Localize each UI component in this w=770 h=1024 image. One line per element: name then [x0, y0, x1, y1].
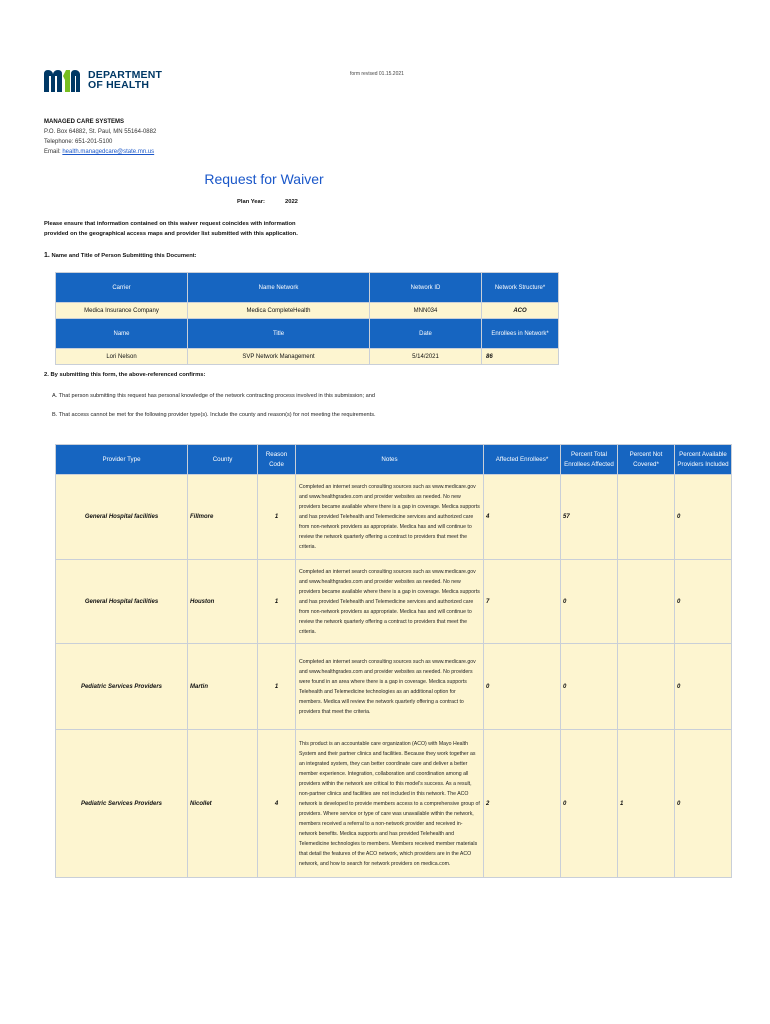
submitter-table [55, 272, 559, 365]
reason-code-cell[interactable]: 1 [258, 475, 296, 560]
county-cell[interactable]: Nicollet [188, 730, 258, 878]
percent-total-cell[interactable]: 0 [561, 730, 618, 878]
page-title: Request for Waiver [204, 171, 324, 187]
reason-code-header: Reason Code [258, 445, 296, 475]
logo-line2: OF HEALTH [88, 79, 150, 91]
enrollees-cell[interactable]: 86 [482, 349, 559, 365]
date-header: Date [370, 319, 482, 349]
mailing-address: P.O. Box 64882, St. Paul, MN 55164-0882 [44, 129, 157, 135]
carrier-header: Carrier [56, 273, 188, 303]
reason-code-cell[interactable]: 1 [258, 560, 296, 644]
email-link[interactable]: health.managedcare@state.mn.us [62, 149, 155, 155]
org-name: MANAGED CARE SYSTEMS [44, 119, 125, 125]
person-row [56, 349, 559, 365]
confirmation-b: B. That access cannot be met for the following provider type(s). Include the county and reason(s) for not meeting the requirements. [52, 412, 376, 418]
notes-cell[interactable]: Completed an internet search consulting sources such as www.medicare.gov and www.healthgrades.com and provider websites as needed. No new providers became available where there is a gap in coverage. Medica supports and has provided Telehealth and Telemedicine services and authorized care from non-network providers as appropriate. Medica has and will continue to review the network quarterly offering a contract to providers that meet the criteria. [296, 475, 484, 560]
percent-not-covered-cell[interactable]: 1 [618, 730, 675, 878]
affected-enrollees-cell[interactable]: 4 [484, 475, 561, 560]
section-1-text: Name and Title of Person Submitting this Document: [51, 253, 197, 259]
provider-type-cell[interactable]: Pediatric Services Providers [56, 644, 188, 730]
plan-year-value: 2022 [285, 199, 298, 205]
provider-type-cell[interactable]: General Hospital facilities [56, 475, 188, 560]
date-cell[interactable]: 5/14/2021 [370, 349, 482, 365]
network-name-cell[interactable]: Medica CompleteHealth [188, 303, 370, 319]
affected-enrollees-cell[interactable]: 2 [484, 730, 561, 878]
county-cell[interactable]: Houston [188, 560, 258, 644]
affected-enrollees-cell[interactable]: 7 [484, 560, 561, 644]
carrier-cell[interactable]: Medica Insurance Company [56, 303, 188, 319]
telephone: Telephone: 651-201-5100 [44, 139, 113, 145]
percent-available-cell[interactable]: 0 [675, 730, 732, 878]
waiver-table [55, 444, 732, 878]
percent-not-covered-header: Percent Not Covered* [618, 445, 675, 475]
provider-type-cell[interactable]: Pediatric Services Providers [56, 730, 188, 878]
affected-enrollees-header: Affected Enrollees* [484, 445, 561, 475]
affected-enrollees-cell[interactable]: 0 [484, 644, 561, 730]
county-cell[interactable]: Martin [188, 644, 258, 730]
person-header-row [56, 319, 559, 349]
waiver-header-row [56, 445, 732, 475]
table-row [56, 644, 732, 730]
name-header: Name [56, 319, 188, 349]
network-structure-cell[interactable]: ACO [482, 303, 559, 319]
plan-year-label: Plan Year: [237, 199, 265, 205]
reason-code-cell[interactable]: 1 [258, 644, 296, 730]
confirmation-a: A. That person submitting this request has personal knowledge of the network contracting process involved in this submission; and [52, 393, 375, 399]
enrollees-header: Enrollees in Network* [482, 319, 559, 349]
county-cell[interactable]: Fillmore [188, 475, 258, 560]
table-row [56, 475, 732, 560]
network-id-header: Network ID [370, 273, 482, 303]
percent-not-covered-cell[interactable] [618, 475, 675, 560]
percent-total-cell[interactable]: 57 [561, 475, 618, 560]
percent-not-covered-cell[interactable] [618, 560, 675, 644]
network-id-cell[interactable]: MNN034 [370, 303, 482, 319]
percent-total-cell[interactable]: 0 [561, 644, 618, 730]
provider-type-header: Provider Type [56, 445, 188, 475]
notes-header: Notes [296, 445, 484, 475]
reason-code-cell[interactable]: 4 [258, 730, 296, 878]
name-cell[interactable]: Lori Nelson [56, 349, 188, 365]
percent-total-header: Percent Total Enrollees Affected [561, 445, 618, 475]
title-header: Title [188, 319, 370, 349]
percent-available-header: Percent Available Providers Included [675, 445, 732, 475]
form-revision: form revised 01.15.2021 [350, 71, 404, 77]
minnesota-logo-icon [44, 68, 84, 92]
table-row [56, 560, 732, 644]
network-name-header: Name Network [188, 273, 370, 303]
address-block [44, 117, 156, 157]
percent-total-cell[interactable]: 0 [561, 560, 618, 644]
submitter-header-row [56, 273, 559, 303]
county-header: County [188, 445, 258, 475]
section-1-heading [44, 252, 197, 259]
notes-cell[interactable]: This product is an accountable care organization (ACO) with Mayo Health System and their partner clinics and facilities. Because they work together as an integrated system, they can better coordinate care and deliver a better member experience. Integration, collaboration and coordination among all providers within the network are critical to this model's success. As a result, non-partner clinics and facilities are not included in this network. The ACO network is developed to provide members access to a comprehensive group of providers. Where service or type of care was unavailable within the network, members received a referral to a non-network provider and received in-network benefits. Medica supports and has provided Telehealth and Telemedicine technologies to members. Members received member materials that detail the features of the ACO network, which providers are in the ACO network, and how to search for network providers on medica.com. [296, 730, 484, 878]
email-label: Email: [44, 149, 61, 155]
percent-available-cell[interactable]: 0 [675, 560, 732, 644]
notes-cell[interactable]: Completed an internet search consulting sources such as www.medicare.gov and www.healthgrades.com and provider websites as needed. No providers were found in an area where there is a gap in coverage. Medica supports Telehealth and Telemedicine technologies as an additional option for members. Medica will review the network quarterly offering a contract to providers that meet the criteria. [296, 644, 484, 730]
title-cell[interactable]: SVP Network Management [188, 349, 370, 365]
mdh-logo [44, 68, 162, 92]
network-structure-header: Network Structure* [482, 273, 559, 303]
notice-text: Please ensure that information contained on this waiver request coincides with information provided on the geographical access maps and provider list submitted with this application. [44, 221, 298, 237]
percent-not-covered-cell[interactable] [618, 644, 675, 730]
notes-cell[interactable]: Completed an internet search consulting sources such as www.medicare.gov and www.healthgrades.com and provider websites as needed. No new providers became available where there is a gap in coverage. Medica supports and has provided Telehealth and Telemedicine services and authorized care from non-network providers as appropriate. Medica has and will continue to review the network quarterly offering a contract to providers that meet the criteria. [296, 560, 484, 644]
submitter-row [56, 303, 559, 319]
logo-line1: DEPARTMENT [88, 69, 163, 81]
percent-available-cell[interactable]: 0 [675, 644, 732, 730]
table-row [56, 730, 732, 878]
percent-available-cell[interactable]: 0 [675, 475, 732, 560]
section-1-number: 1. [44, 252, 50, 259]
provider-type-cell[interactable]: General Hospital facilities [56, 560, 188, 644]
section-2-heading: 2. By submitting this form, the above-referenced confirms: [44, 372, 206, 378]
